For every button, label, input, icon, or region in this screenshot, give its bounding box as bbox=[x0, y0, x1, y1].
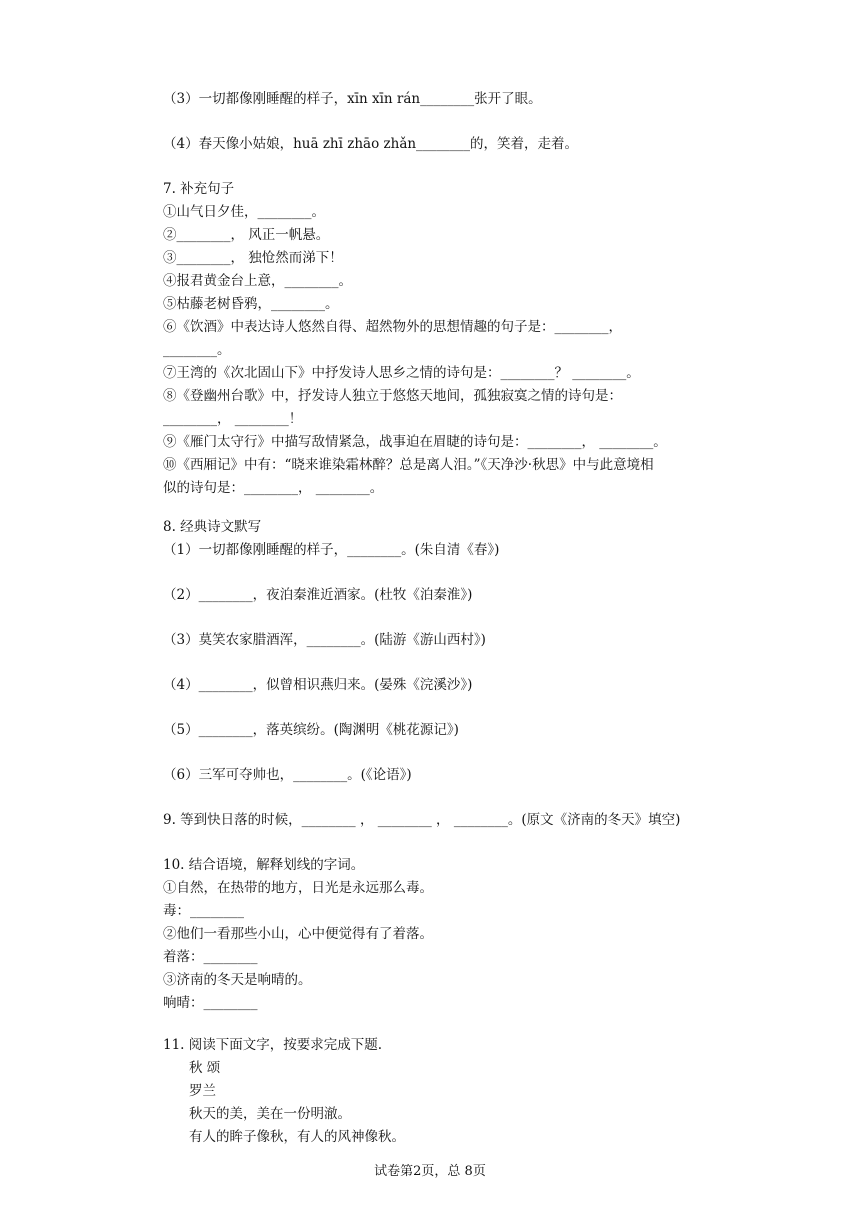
q10-answer-3: 响晴：________ bbox=[163, 995, 258, 1011]
q8-item-6: （6）三军可夺帅也，________。(《论语》) bbox=[163, 767, 412, 783]
q8-heading: 8. 经典诗文默写 bbox=[163, 519, 262, 535]
q8-item-1: （1）一切都像刚睡醒的样子，________。(朱自清《春》) bbox=[163, 542, 500, 558]
q11-heading: 11. 阅读下面文字，按要求完成下题. bbox=[163, 1037, 383, 1053]
q8-item-4: （4）________，似曾相识燕归来。(晏殊《浣溪沙》) bbox=[163, 677, 473, 693]
passage-author: 罗兰 bbox=[189, 1083, 216, 1099]
q7-item-6-cont: ________。 bbox=[163, 342, 231, 358]
q7-item-2: ②________， 风正一帆悬。 bbox=[163, 227, 330, 243]
q7-item-8: ⑧《登幽州台歌》中，抒发诗人独立于悠悠天地间，孤独寂寞之情的诗句是： bbox=[163, 388, 622, 404]
q7-item-4: ④报君黄金台上意，________。 bbox=[163, 273, 352, 289]
q6-item-3: （3）一切都像刚睡醒的样子，xīn xīn rán________张开了眼。 bbox=[163, 91, 542, 107]
passage-line-2: 有人的眸子像秋，有人的风神像秋。 bbox=[189, 1129, 405, 1145]
q7-item-8-cont: ________， ________！ bbox=[163, 411, 303, 427]
q6-item-4: （4）春天像小姑娘，huā zhī zhāo zhǎn________的，笑着，走着。 bbox=[163, 136, 579, 152]
q10-answer-2: 着落：________ bbox=[163, 949, 258, 965]
page-footer: 试卷第2页，总 8页 bbox=[374, 1164, 486, 1179]
q10-item-1: ①自然，在热带的地方，日光是永远那么毒。 bbox=[163, 880, 433, 896]
q8-item-2: （2）________，夜泊秦淮近酒家。(杜牧《泊秦淮》) bbox=[163, 587, 473, 603]
q8-item-5: （5）________，落英缤纷。(陶渊明《桃花源记》) bbox=[163, 722, 459, 738]
q10-heading: 10. 结合语境，解释划线的字词。 bbox=[163, 857, 365, 873]
passage-line-1: 秋天的美，美在一份明澈。 bbox=[189, 1106, 351, 1122]
q7-item-9: ⑨《雁门太守行》中描写敌情紧急，战事迫在眉睫的诗句是：________， ________。 bbox=[163, 434, 667, 450]
q7-item-7: ⑦王湾的《次北固山下》中抒发诗人思乡之情的诗句是：________？ ________。 bbox=[163, 365, 640, 381]
q10-item-2: ②他们一看那些小山，心中便觉得有了着落。 bbox=[163, 926, 433, 942]
q9: 9. 等到快日落的时候，________ ， ________ ， ________。(原文《济南的冬天》填空) bbox=[163, 812, 681, 828]
q8-item-3: （3）莫笑农家腊酒浑，________。(陆游《游山西村》) bbox=[163, 632, 486, 648]
q10-answer-1: 毒：________ bbox=[163, 903, 244, 919]
q7-item-10: ⑩《西厢记》中有：“晓来谁染霜林醉？总是离人泪。”《天净沙·秋思》中与此意境相 bbox=[163, 457, 654, 473]
q7-heading: 7. 补充句子 bbox=[163, 181, 235, 197]
q7-item-5: ⑤枯藤老树昏鸦，________。 bbox=[163, 296, 339, 312]
q7-item-3: ③________， 独怆然而涕下！ bbox=[163, 250, 343, 266]
q7-item-6: ⑥《饮酒》中表达诗人悠然自得、超然物外的思想情趣的句子是：________， bbox=[163, 319, 622, 335]
q10-item-3: ③济南的冬天是响晴的。 bbox=[163, 972, 312, 988]
passage-title: 秋 颂 bbox=[189, 1060, 221, 1076]
q7-item-1: ①山气日夕佳，________。 bbox=[163, 204, 325, 220]
q7-item-10-cont: 似的诗句是：________， ________。 bbox=[163, 480, 384, 496]
